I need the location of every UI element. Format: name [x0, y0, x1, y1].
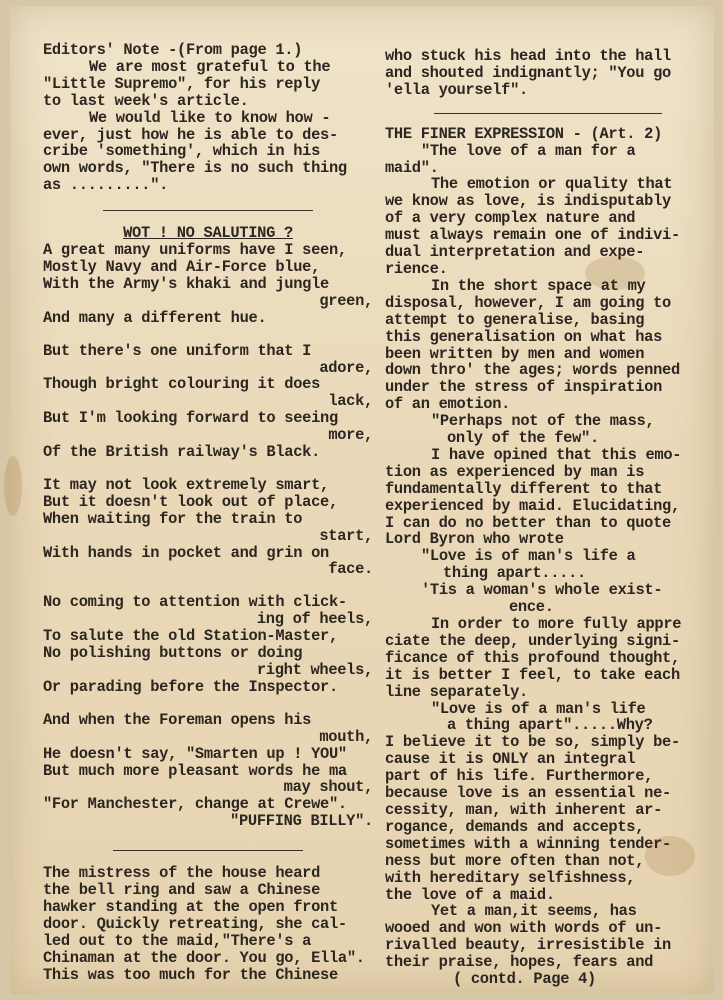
- poem-line: But I'm looking forward to seeing: [43, 409, 338, 428]
- article-line: rience.: [385, 259, 448, 278]
- poem-line: But there's one uniform that I: [43, 341, 312, 360]
- article-line: we know as love, is indisputably: [385, 192, 671, 211]
- article-line: rogance, demands and accepts,: [385, 817, 645, 836]
- article-quote: "Love is of a man's life: [431, 699, 646, 718]
- article-line: of a very complex nature and: [385, 209, 636, 228]
- poem-line: No polishing buttons or doing: [43, 644, 303, 663]
- article-line: I can do no better than to quote: [385, 513, 671, 532]
- poem-line: adore,: [319, 358, 373, 377]
- editors-note-line: "Little Supremo", for his reply: [43, 74, 321, 93]
- article-line: experienced by maid. Elucidating,: [385, 496, 680, 515]
- editors-note-heading: Editors' Note -(From page 1.): [43, 41, 303, 59]
- article-line: of an emotion.: [385, 395, 511, 414]
- article-line: part of his life. Furthermore,: [385, 767, 654, 786]
- editors-note-line: as .........".: [43, 176, 169, 195]
- article-line: it is better I feel, to take each: [385, 665, 680, 684]
- anecdote-line: The mistress of the house heard: [43, 864, 321, 883]
- article-line: their praise, hopes, fears and: [385, 953, 654, 972]
- poem-line: But it doesn't look out of place,: [43, 492, 338, 511]
- article-line: attempt to generalise, basing: [385, 310, 645, 329]
- poem-line: Mostly Navy and Air-Force blue,: [43, 257, 321, 276]
- article-line: must always remain one of indivi-: [385, 226, 680, 245]
- article-line: "The love of a man for a: [421, 141, 636, 160]
- right-column: [385, 48, 710, 988]
- article-quote: a thing apart".....Why?: [447, 716, 653, 735]
- article-line: In order to more fully appre: [431, 615, 682, 633]
- article-line: with hereditary selfishness,: [385, 868, 636, 887]
- article-line: down thro' the ages; words penned: [385, 361, 680, 380]
- article-line: dual interpretation and expe-: [385, 243, 645, 262]
- poem-line: start,: [319, 526, 373, 545]
- poem-line: A great many uniforms have I seen,: [43, 241, 347, 260]
- anecdote-line: and shouted indignantly; "You go: [385, 63, 671, 82]
- article-line: tion as experienced by man is: [385, 462, 645, 481]
- article-quote: ence.: [509, 598, 554, 617]
- article-line: The emotion or quality that: [431, 175, 673, 194]
- article-line: I have opined that this emo-: [431, 445, 682, 464]
- poem-line: lack,: [328, 392, 373, 411]
- article-quote: "Perhaps not of the mass,: [431, 412, 655, 431]
- poem-line: face.: [328, 560, 373, 579]
- article-line: Lord Byron who wrote: [385, 530, 564, 549]
- editors-note-line: to last week's article.: [43, 91, 249, 110]
- article-line: I believe it to be so, simply be-: [385, 733, 680, 752]
- article-quote: only of the few".: [447, 429, 599, 448]
- poem-line: more,: [328, 426, 373, 445]
- article-line: fundamentally different to that: [385, 479, 663, 498]
- editors-note-line: We are most grateful to the: [89, 57, 331, 76]
- article-title: THE FINER EXPRESSION - (Art. 2): [385, 124, 663, 143]
- anecdote-line: hawker standing at the open front: [43, 897, 338, 916]
- editors-note-line: ever, just how he is able to des-: [43, 125, 338, 144]
- article-line: rivalled beauty, irresistible in: [385, 936, 671, 955]
- poem-line: And many a different hue.: [43, 308, 267, 327]
- article-line: In the short space at my: [431, 276, 646, 295]
- article-line: cessity, man, with inherent ar-: [385, 800, 663, 819]
- poem-line: He doesn't say, "Smarten up ! YOU": [43, 744, 347, 763]
- article-line: sometimes with a winning tender-: [385, 834, 671, 853]
- article-quote: "Love is of man's life a: [421, 547, 636, 566]
- article-line: cause it is ONLY an integral: [385, 750, 636, 769]
- editors-note-line: cribe 'something', which in his: [43, 142, 321, 161]
- article-line: wooed and won with words of un-: [385, 919, 663, 938]
- ink-stain: [4, 456, 22, 516]
- poem-line: right wheels,: [256, 661, 373, 679]
- article-line: because love is an essential ne-: [385, 784, 671, 803]
- poem-line: Though bright colouring it does: [43, 375, 321, 394]
- anecdote-line: who stuck his head into the hall: [385, 47, 671, 65]
- article-line: maid".: [385, 158, 439, 177]
- poem-line: mouth,: [319, 727, 373, 746]
- poem-line: With hands in pocket and grin on: [43, 543, 329, 562]
- poem-line: Of the British railway's Black.: [43, 443, 321, 462]
- article-line: disposal, however, I am going to: [385, 293, 671, 312]
- anecdote-line: Chinaman at the door. You go, Ella".: [43, 948, 365, 967]
- article-line: ness but more often than not,: [385, 851, 645, 870]
- editors-note-line: own words, "There is no such thing: [43, 159, 347, 178]
- poem-line: With the Army's khaki and jungle: [43, 274, 329, 293]
- article-line: under the stress of inspiration: [385, 378, 663, 397]
- poem-line: green,: [319, 291, 373, 310]
- poem-line: "For Manchester, change at Crewe".: [43, 795, 347, 814]
- poem-line: ing of heels,: [256, 610, 373, 629]
- article-quote: 'Tis a woman's whole exist-: [421, 581, 663, 600]
- article-line: ficance of this profound thought,: [385, 648, 680, 667]
- article-line: ciate the deep, underlying signi-: [385, 631, 680, 650]
- article-line: been written by men and women: [385, 344, 645, 363]
- editors-note-line: We would like to know how -: [89, 108, 331, 127]
- article-line: Yet a man,it seems, has: [431, 902, 637, 921]
- article-line: line separately.: [385, 682, 528, 701]
- article-quote: thing apart.....: [443, 564, 586, 583]
- poem-line: Or parading before the Inspector.: [43, 677, 338, 696]
- poem-author: "PUFFING BILLY".: [230, 812, 373, 831]
- newsletter-page: [10, 6, 714, 994]
- left-column: [43, 42, 373, 984]
- anecdote-line: door. Quickly retreating, she cal-: [43, 914, 347, 933]
- poem-line: And when the Foreman opens his: [43, 710, 312, 729]
- continued-note: ( contd. Page 4): [453, 970, 596, 989]
- anecdote-line: This was too much for the Chinese: [43, 965, 338, 984]
- poem-line: It may not look extremely smart,: [43, 475, 329, 494]
- poem-line: may shout,: [283, 778, 373, 797]
- anecdote-line: the bell ring and saw a Chinese: [43, 881, 321, 900]
- poem-line: To salute the old Station-Master,: [43, 627, 338, 646]
- anecdote-line: 'ella yourself".: [385, 80, 528, 99]
- article-line: this generalisation on what has: [385, 327, 663, 346]
- anecdote-line: led out to the maid,"There's a: [43, 931, 312, 950]
- poem-line: But much more pleasant words he ma: [43, 761, 347, 780]
- poem-title: WOT ! NO SALUTING ?: [123, 224, 293, 243]
- article-line: the love of a maid.: [385, 885, 555, 904]
- poem-line: When waiting for the train to: [43, 509, 303, 528]
- poem-line: No coming to attention with click-: [43, 593, 347, 612]
